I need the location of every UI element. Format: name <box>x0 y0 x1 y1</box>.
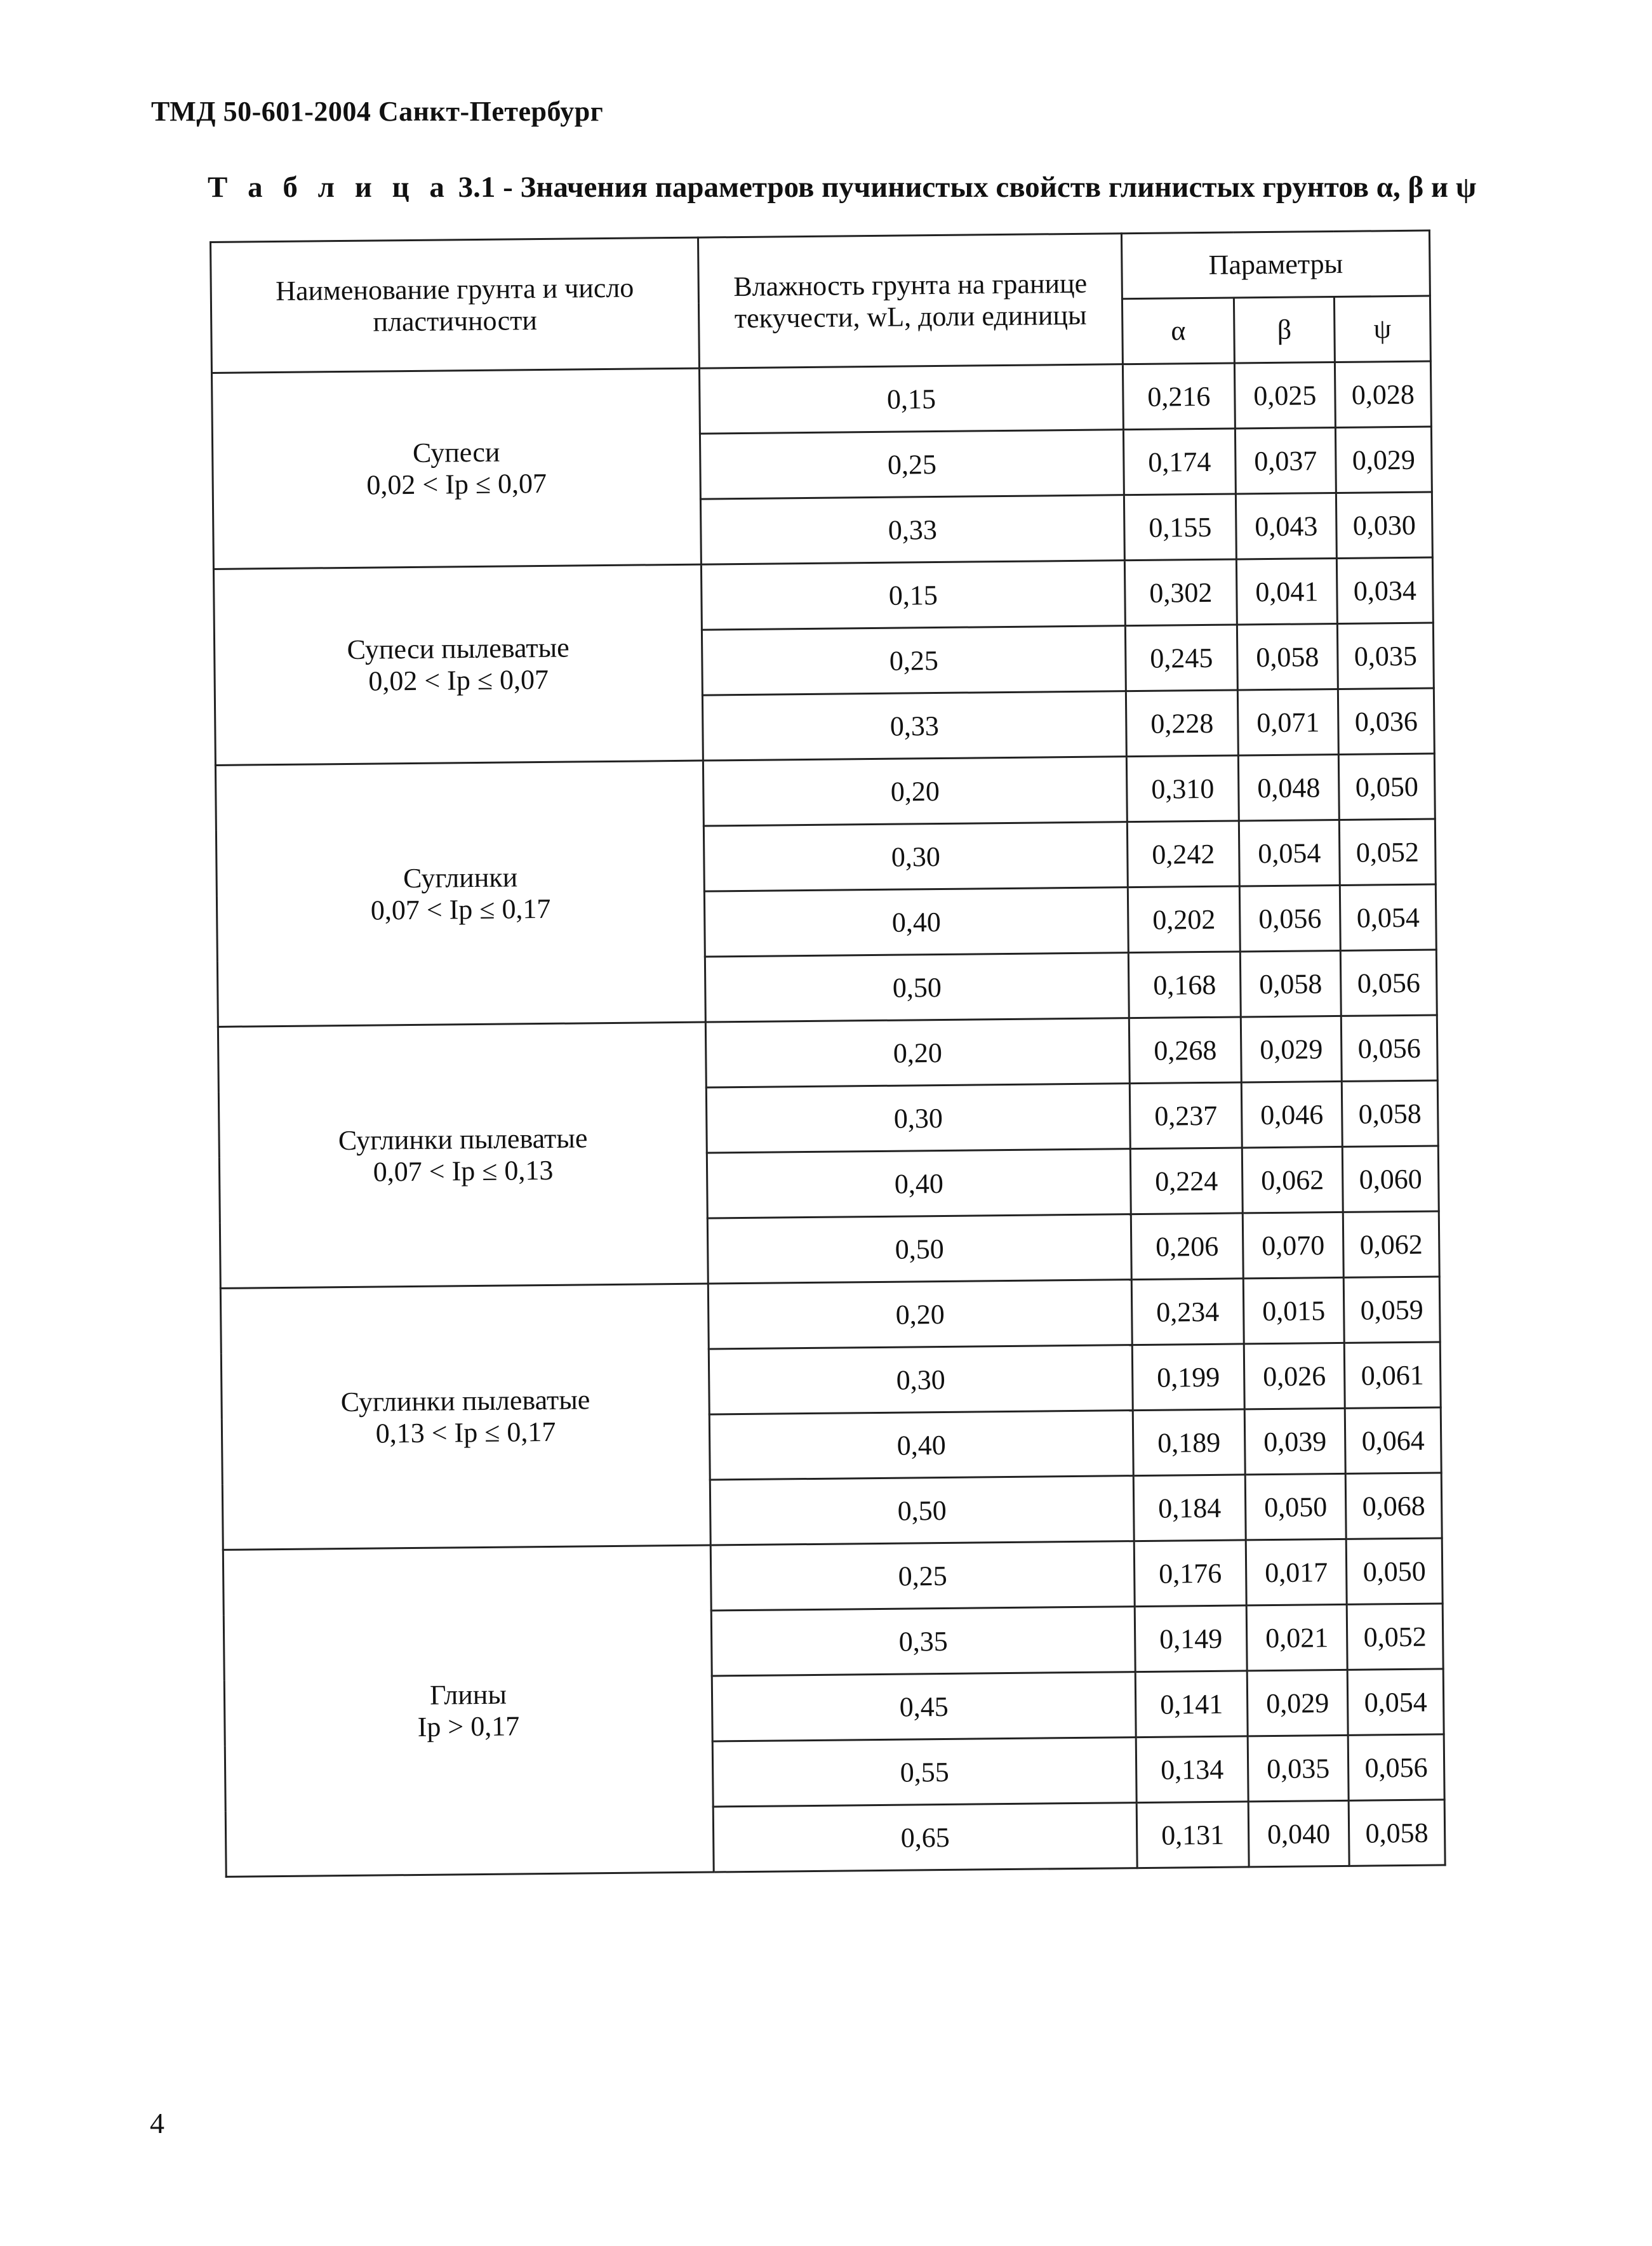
table-header <box>211 230 1431 373</box>
psi-cell: 0,036 <box>1338 688 1434 754</box>
alpha-cell: 0,176 <box>1134 1540 1246 1607</box>
alpha-cell: 0,310 <box>1126 755 1239 822</box>
moisture-limit-cell: 0,30 <box>709 1345 1133 1414</box>
beta-cell: 0,054 <box>1239 820 1340 886</box>
psi-cell: 0,060 <box>1342 1146 1439 1212</box>
psi-cell: 0,056 <box>1340 950 1437 1016</box>
moisture-limit-cell: 0,15 <box>699 364 1123 434</box>
alpha-cell: 0,199 <box>1132 1344 1244 1411</box>
beta-cell: 0,043 <box>1236 493 1336 559</box>
beta-cell: 0,037 <box>1235 427 1336 494</box>
table-row <box>218 1015 1437 1092</box>
psi-cell: 0,028 <box>1335 361 1431 427</box>
psi-cell: 0,064 <box>1345 1407 1441 1473</box>
alpha-cell: 0,202 <box>1128 886 1240 953</box>
moisture-limit-cell: 0,25 <box>702 626 1126 695</box>
moisture-limit-cell: 0,50 <box>705 953 1129 1022</box>
header-beta: β <box>1234 296 1335 363</box>
soil-type-name: Глины <box>429 1678 507 1711</box>
beta-cell: 0,058 <box>1240 950 1341 1017</box>
psi-cell: 0,050 <box>1346 1538 1442 1604</box>
beta-cell: 0,046 <box>1241 1081 1342 1148</box>
header-moisture-limit: Влажность грунта на границе текучести, wL, доли единицы <box>698 234 1122 368</box>
alpha-cell: 0,206 <box>1131 1213 1243 1280</box>
beta-cell: 0,050 <box>1245 1473 1346 1540</box>
table-caption <box>208 170 1476 204</box>
beta-cell: 0,048 <box>1238 754 1339 821</box>
table-body <box>211 361 1445 1877</box>
beta-cell: 0,015 <box>1243 1277 1344 1344</box>
alpha-cell: 0,174 <box>1123 429 1236 495</box>
alpha-cell: 0,184 <box>1133 1475 1246 1541</box>
moisture-limit-cell: 0,35 <box>711 1607 1135 1676</box>
table-caption-text: 3.1 - Значения параметров пучинистых свойств глинистых грунтов α, β и ψ <box>450 171 1477 204</box>
beta-cell: 0,041 <box>1236 558 1337 625</box>
beta-cell: 0,029 <box>1247 1670 1348 1736</box>
moisture-limit-cell: 0,33 <box>700 495 1124 564</box>
moisture-limit-cell: 0,55 <box>712 1738 1136 1807</box>
beta-cell: 0,017 <box>1246 1539 1347 1605</box>
moisture-limit-cell: 0,65 <box>713 1803 1137 1872</box>
soil-type-cell <box>211 368 701 569</box>
moisture-limit-cell: 0,40 <box>704 887 1128 957</box>
beta-cell: 0,035 <box>1248 1735 1349 1802</box>
soil-type-cell <box>218 1022 708 1288</box>
psi-cell: 0,050 <box>1338 754 1435 820</box>
moisture-limit-cell: 0,40 <box>709 1411 1133 1480</box>
beta-cell: 0,039 <box>1244 1408 1345 1475</box>
header-soil-name: Наименование грунта и число пластичности <box>211 237 700 373</box>
psi-cell: 0,058 <box>1349 1800 1445 1866</box>
alpha-cell: 0,141 <box>1135 1671 1248 1738</box>
moisture-limit-cell: 0,33 <box>702 691 1126 761</box>
table-row <box>211 361 1431 438</box>
alpha-cell: 0,149 <box>1135 1605 1247 1672</box>
moisture-limit-cell: 0,25 <box>710 1541 1135 1611</box>
soil-type-name: Суглинки пылеватые <box>340 1383 590 1418</box>
alpha-cell: 0,268 <box>1129 1017 1241 1084</box>
psi-cell: 0,058 <box>1342 1080 1438 1146</box>
beta-cell: 0,071 <box>1237 689 1338 755</box>
moisture-limit-cell: 0,20 <box>703 757 1127 826</box>
plasticity-index-condition: 0,13 < Ip ≤ 0,17 <box>375 1416 556 1449</box>
soil-type-name: Супеси пылеватые <box>347 632 570 665</box>
plasticity-index-condition: 0,02 < Ip ≤ 0,07 <box>368 663 549 697</box>
psi-cell: 0,056 <box>1341 1015 1437 1081</box>
alpha-cell: 0,155 <box>1124 494 1236 561</box>
psi-cell: 0,056 <box>1348 1734 1444 1800</box>
plasticity-index-condition: 0,07 < Ip ≤ 0,17 <box>370 893 551 926</box>
header-psi: ψ <box>1334 296 1430 362</box>
table-caption-label: Т а б л и ц а <box>208 171 451 204</box>
beta-cell: 0,062 <box>1242 1146 1343 1213</box>
beta-cell: 0,070 <box>1242 1212 1343 1279</box>
soil-type-cell <box>215 761 705 1027</box>
soil-type-name: Супеси <box>412 436 500 468</box>
alpha-cell: 0,168 <box>1128 952 1241 1018</box>
alpha-cell: 0,242 <box>1127 821 1239 887</box>
plasticity-index-condition: 0,07 < Ip ≤ 0,13 <box>373 1154 554 1188</box>
running-header: ТМД 50-601-2004 Санкт-Петербург <box>151 96 604 127</box>
psi-cell: 0,035 <box>1337 623 1434 689</box>
beta-cell: 0,058 <box>1237 623 1338 690</box>
psi-cell: 0,052 <box>1347 1604 1443 1670</box>
psi-cell: 0,059 <box>1343 1277 1440 1343</box>
plasticity-index-condition: Ip > 0,17 <box>417 1710 520 1743</box>
alpha-cell: 0,224 <box>1130 1148 1242 1214</box>
beta-cell: 0,021 <box>1246 1604 1347 1671</box>
moisture-limit-cell: 0,50 <box>707 1214 1131 1284</box>
soil-type-name: Суглинки <box>403 861 518 894</box>
table-row <box>220 1277 1440 1353</box>
moisture-limit-cell: 0,20 <box>708 1280 1132 1349</box>
alpha-cell: 0,189 <box>1133 1409 1245 1476</box>
beta-cell: 0,026 <box>1244 1343 1345 1409</box>
beta-cell: 0,029 <box>1241 1016 1342 1082</box>
alpha-cell: 0,234 <box>1131 1279 1244 1345</box>
psi-cell: 0,061 <box>1344 1342 1441 1408</box>
soil-type-cell <box>223 1545 714 1877</box>
moisture-limit-cell: 0,50 <box>710 1476 1134 1545</box>
moisture-limit-cell: 0,30 <box>706 1084 1130 1153</box>
alpha-cell: 0,228 <box>1126 690 1238 757</box>
moisture-limit-cell: 0,15 <box>701 561 1125 630</box>
beta-cell: 0,056 <box>1239 885 1340 952</box>
alpha-cell: 0,216 <box>1122 363 1235 430</box>
page-number: 4 <box>150 2107 164 2139</box>
header-parameters: Параметры <box>1121 230 1430 299</box>
alpha-cell: 0,237 <box>1129 1082 1242 1149</box>
soil-type-cell <box>213 564 703 765</box>
table-row <box>215 754 1435 830</box>
header-alpha: α <box>1122 298 1234 364</box>
psi-cell: 0,030 <box>1336 492 1432 558</box>
psi-cell: 0,052 <box>1339 819 1436 885</box>
soil-type-name: Суглинки пылеватые <box>338 1122 588 1156</box>
psi-cell: 0,054 <box>1340 884 1436 950</box>
alpha-cell: 0,134 <box>1136 1736 1248 1803</box>
psi-cell: 0,054 <box>1347 1669 1444 1735</box>
table-row <box>213 557 1433 634</box>
frost-heave-parameters-table <box>210 230 1446 1878</box>
beta-cell: 0,040 <box>1248 1800 1349 1867</box>
alpha-cell: 0,302 <box>1124 559 1237 626</box>
moisture-limit-cell: 0,45 <box>712 1672 1136 1741</box>
moisture-limit-cell: 0,20 <box>705 1018 1129 1087</box>
plasticity-index-condition: 0,02 < Ip ≤ 0,07 <box>366 467 547 501</box>
alpha-cell: 0,245 <box>1125 625 1237 691</box>
moisture-limit-cell: 0,40 <box>707 1149 1131 1218</box>
psi-cell: 0,029 <box>1335 427 1432 493</box>
moisture-limit-cell: 0,30 <box>703 822 1128 891</box>
moisture-limit-cell: 0,25 <box>700 430 1124 499</box>
psi-cell: 0,062 <box>1343 1211 1439 1277</box>
psi-cell: 0,034 <box>1336 557 1433 623</box>
alpha-cell: 0,131 <box>1136 1802 1249 1868</box>
beta-cell: 0,025 <box>1234 362 1335 429</box>
soil-type-cell <box>220 1284 710 1550</box>
psi-cell: 0,068 <box>1345 1473 1442 1539</box>
table-row <box>223 1538 1442 1615</box>
